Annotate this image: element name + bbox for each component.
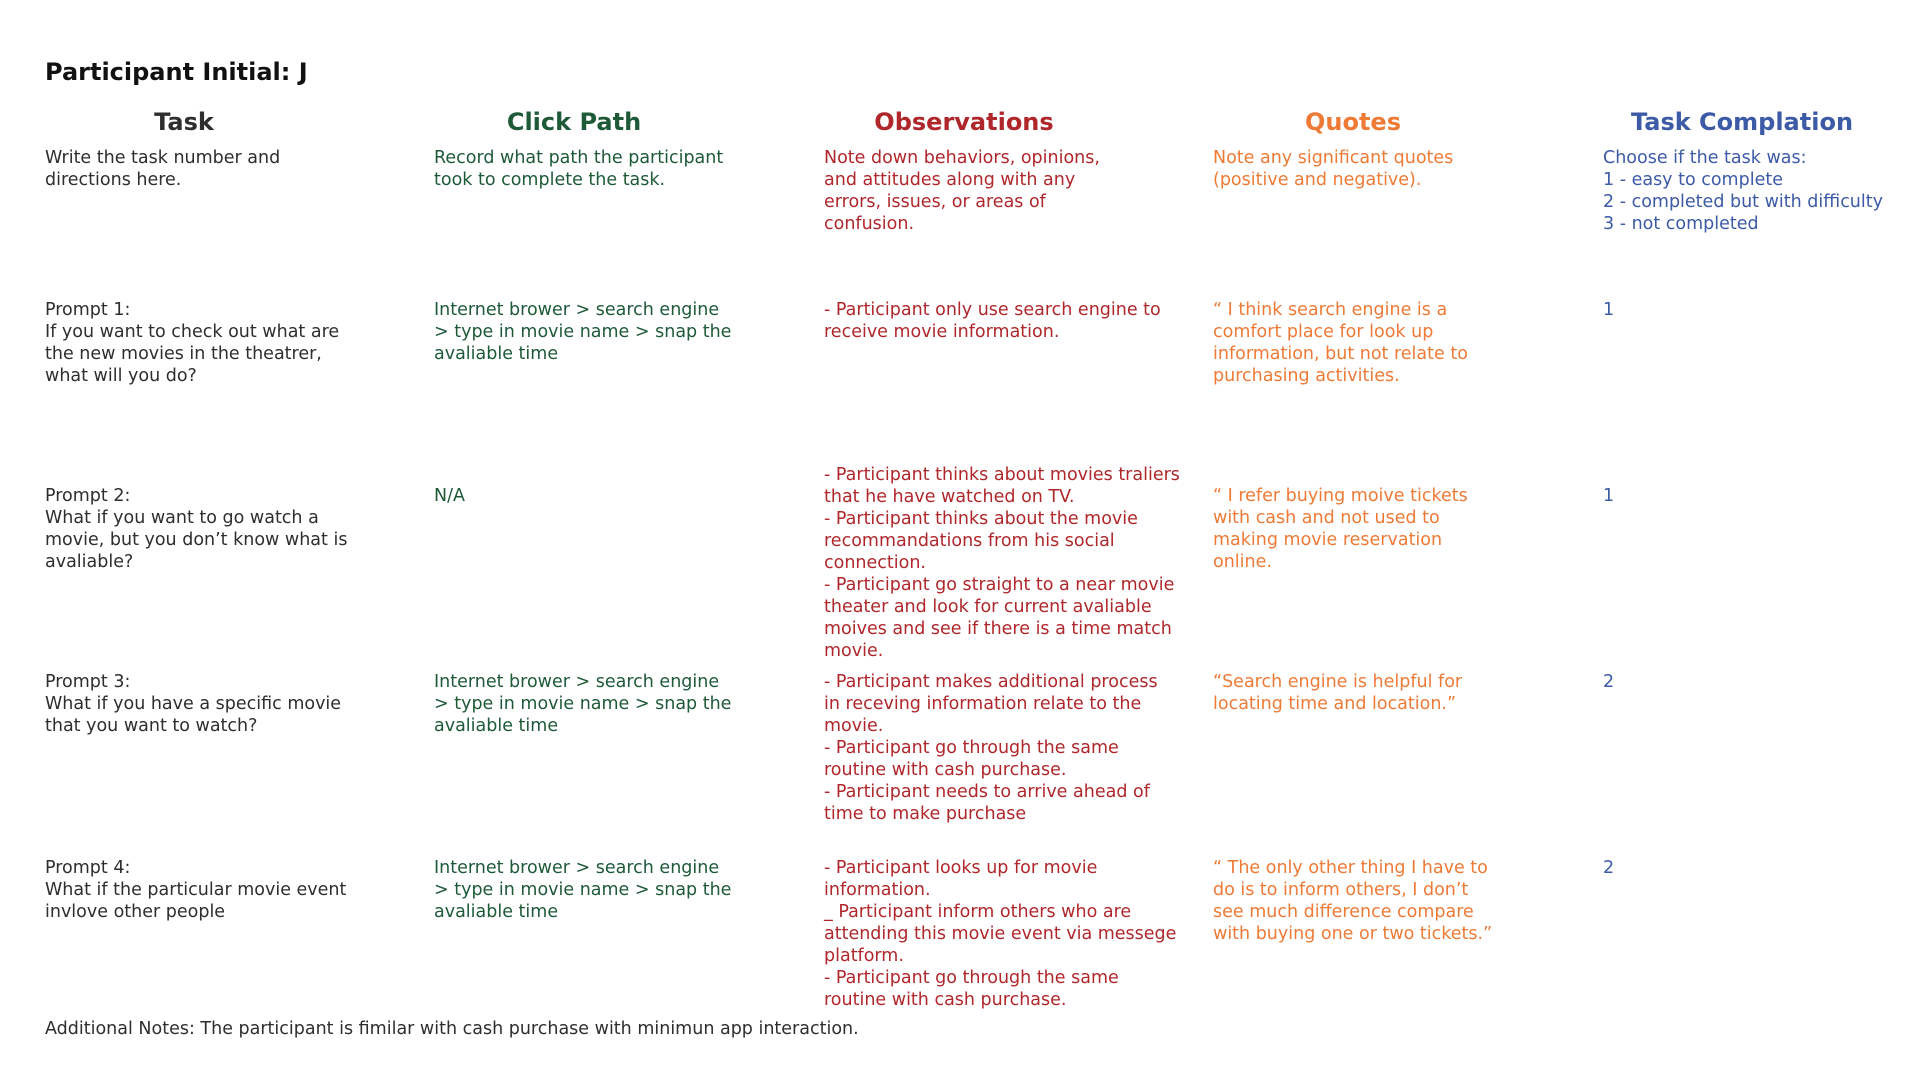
- header-click-path: Click Path: [506, 108, 642, 136]
- row-4-task: Prompt 4: What if the particular movie event invlove other people: [45, 858, 347, 922]
- row-2-task: Prompt 2: What if you want to go watch a movie, but you don’t know what is avaliable?: [45, 486, 348, 572]
- desc-task: Write the task number and directions here.: [45, 148, 281, 190]
- row-3-click-path: Internet brower > search engine > type in movie name > snap the avaliable time: [434, 672, 732, 736]
- row-4-completion: 2: [1603, 858, 1615, 878]
- desc-task-completion: Choose if the task was: 1 - easy to complete 2 - completed but with difficulty 3 - not completed: [1603, 148, 1883, 234]
- row-3-task: Prompt 3: What if you have a specific movie that you want to watch?: [45, 672, 342, 736]
- header-task: Task: [154, 108, 214, 136]
- row-1-observations: - Participant only use search engine to receive movie information.: [824, 300, 1161, 342]
- desc-observations: Note down behaviors, opinions, and attitudes along with any errors, issues, or areas of confusion.: [824, 148, 1100, 234]
- header-quotes: Quotes: [1304, 108, 1401, 136]
- page-title: Participant Initial: J: [45, 58, 308, 86]
- row-1-click-path: Internet brower > search engine > type in movie name > snap the avaliable time: [434, 300, 732, 364]
- desc-quotes: Note any significant quotes (positive and negative).: [1213, 148, 1454, 190]
- row-2-completion: 1: [1603, 486, 1615, 506]
- row-2-observations: - Participant thinks about movies traliers that he have watched on TV. - Participant thinks about the movie recommandations from his social connection. - Participant go straight to a near movie theater and look for current avaliable moives and see if there is a time match movie.: [824, 465, 1180, 661]
- row-1-quote: “ I think search engine is a comfort place for look up information, but not relate to purchasing activities.: [1213, 300, 1468, 386]
- header-observations: Observations: [874, 108, 1054, 136]
- row-2-click-path: N/A: [434, 486, 465, 506]
- header-task-completion: Task Complation: [1630, 108, 1854, 136]
- row-2-quote: “ I refer buying moive tickets with cash and not used to making movie reservation online.: [1213, 486, 1468, 572]
- row-3-quote: “Search engine is helpful for locating time and location.”: [1213, 672, 1463, 714]
- desc-click-path: Record what path the participant took to complete the task.: [434, 148, 724, 190]
- row-4-observations: - Participant looks up for movie information. _ Participant inform others who are attending this movie event via messege platform. - Participant go through the same routine with cash purchase.: [824, 858, 1177, 1010]
- row-3-completion: 2: [1603, 672, 1615, 692]
- row-4-click-path: Internet brower > search engine > type in movie name > snap the avaliable time: [434, 858, 732, 922]
- row-1-completion: 1: [1603, 300, 1615, 320]
- row-1-task: Prompt 1: If you want to check out what are the new movies in the theatrer, what will you do?: [45, 300, 340, 386]
- additional-notes: Additional Notes: The participant is fimilar with cash purchase with minimun app interaction.: [45, 1019, 859, 1039]
- row-4-quote: “ The only other thing I have to do is to inform others, I don’t see much difference compare with buying one or two tickets.”: [1213, 858, 1493, 944]
- row-3-observations: - Participant makes additional process in receving information relate to the movie. - Participant go through the same routine with cash purchase. - Participant needs to arrive ahead of time to make purchase: [824, 672, 1158, 824]
